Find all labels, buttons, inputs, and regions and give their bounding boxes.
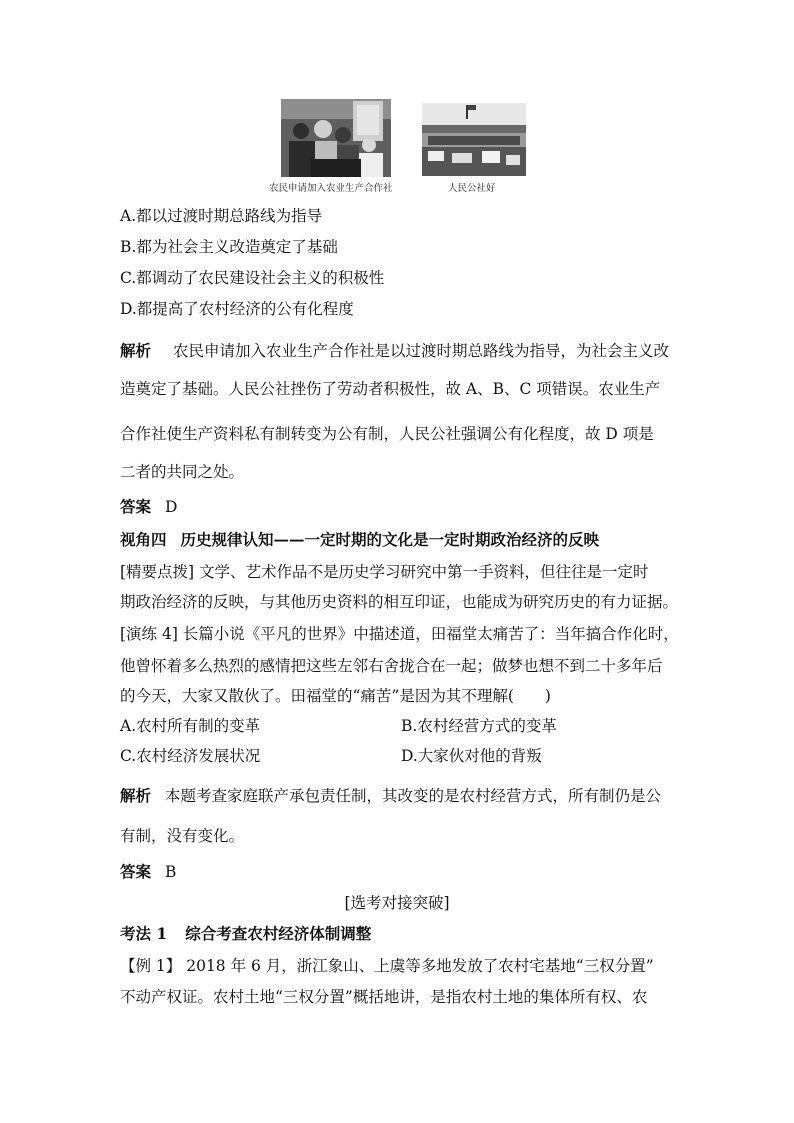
exercise-4-option-d: D.大家伙对他的背叛 bbox=[401, 747, 542, 765]
analysis-2-label: 解析 bbox=[120, 786, 152, 805]
option-d: D.都提高了农村经济的公有化程度 bbox=[120, 300, 354, 318]
exercise-4-line-2: 他曾怀着多么热烈的感情把这些左邻右舍拢合在一起；做梦也想不到二十多年后 bbox=[120, 657, 663, 675]
analysis-1-line-1 bbox=[120, 341, 669, 361]
analysis-1-line-3: 合作社使生产资料私有制转变为公有制，人民公社强调公有化程度，故 D 项是 bbox=[120, 425, 654, 443]
tip-line-1: [精要点拨] 文学、艺术作品不是历史学习研究中第一手资料，但往往是一定时 bbox=[120, 563, 649, 581]
section-4-title: 历史规律认知——一定时期的文化是一定时期政治经济的反映 bbox=[180, 530, 600, 549]
exercise-4-option-b: B.农村经营方式的变革 bbox=[401, 717, 557, 735]
analysis-2-line-1 bbox=[120, 786, 661, 806]
answer-2-label: 答案 bbox=[120, 862, 152, 881]
exercise-4-line-1: [演练 4] 长篇小说《平凡的世界》中描述道，田福堂太痛苦了：当年搞合作化时， bbox=[120, 625, 679, 643]
caption-cooperative: 农民申请加入农业生产合作社 bbox=[269, 183, 393, 194]
cooperative-photo-illustration bbox=[281, 99, 391, 177]
exercise-4-line-3: 的今天，大家又散伙了。田福堂的“痛苦”是因为其不理解( ) bbox=[120, 687, 551, 705]
people-commune-photo-illustration bbox=[422, 103, 526, 176]
answer-label: 答案 bbox=[120, 497, 152, 516]
section-4-heading bbox=[120, 530, 599, 550]
example-1-line-2: 不动产权证。农村土地“三权分置”概括地讲，是指农村土地的集体所有权、农 bbox=[120, 988, 648, 1006]
tip-line-2: 期政治经济的反映，与其他历史资料的相互印证，也能成为研究历史的有力证据。 bbox=[120, 593, 679, 611]
section-title: [选考对接突破] bbox=[344, 894, 450, 912]
exercise-4-option-a: A.农村所有制的变革 bbox=[120, 717, 261, 735]
analysis-label: 解析 bbox=[120, 341, 152, 360]
analysis-2-text: 本题考查家庭联产承包责任制，其改变的是农村经营方式，所有制仍是公 bbox=[165, 787, 662, 805]
option-a: A.都以过渡时期总路线为指导 bbox=[120, 207, 323, 225]
people-commune-photo bbox=[422, 103, 526, 176]
kaofa-1-title: 综合考查农村经济体制调整 bbox=[185, 924, 372, 943]
analysis-2-line-2: 有制，没有变化。 bbox=[120, 827, 245, 845]
answer-2 bbox=[120, 862, 176, 882]
caption-commune: 人民公社好 bbox=[448, 183, 496, 194]
answer-2-value: B bbox=[165, 863, 177, 881]
exercise-4-option-c: C.农村经济发展状况 bbox=[120, 747, 261, 765]
analysis-text: 农民申请加入农业生产合作社是以过渡时期总路线为指导，为社会主义改 bbox=[173, 342, 670, 360]
example-1-line-1: 【例 1】 2018 年 6 月，浙江象山、上虞等多地发放了农村宅基地“三权分置” bbox=[120, 957, 654, 975]
cooperative-photo bbox=[281, 99, 391, 177]
option-b: B.都为社会主义改造奠定了基础 bbox=[120, 238, 338, 256]
kaofa-1-label: 考法 1 bbox=[120, 924, 168, 943]
section-4-label: 视角四 bbox=[120, 530, 167, 549]
kaofa-1-heading bbox=[120, 924, 371, 944]
analysis-1-line-4: 二者的共同之处。 bbox=[120, 463, 245, 481]
analysis-1-line-2: 造奠定了基础。人民公社挫伤了劳动者积极性，故 A、B、C 项错误。农业生产 bbox=[120, 380, 661, 398]
option-c: C.都调动了农民建设社会主义的积极性 bbox=[120, 269, 385, 287]
answer-1 bbox=[120, 497, 177, 517]
answer-value: D bbox=[165, 498, 178, 516]
